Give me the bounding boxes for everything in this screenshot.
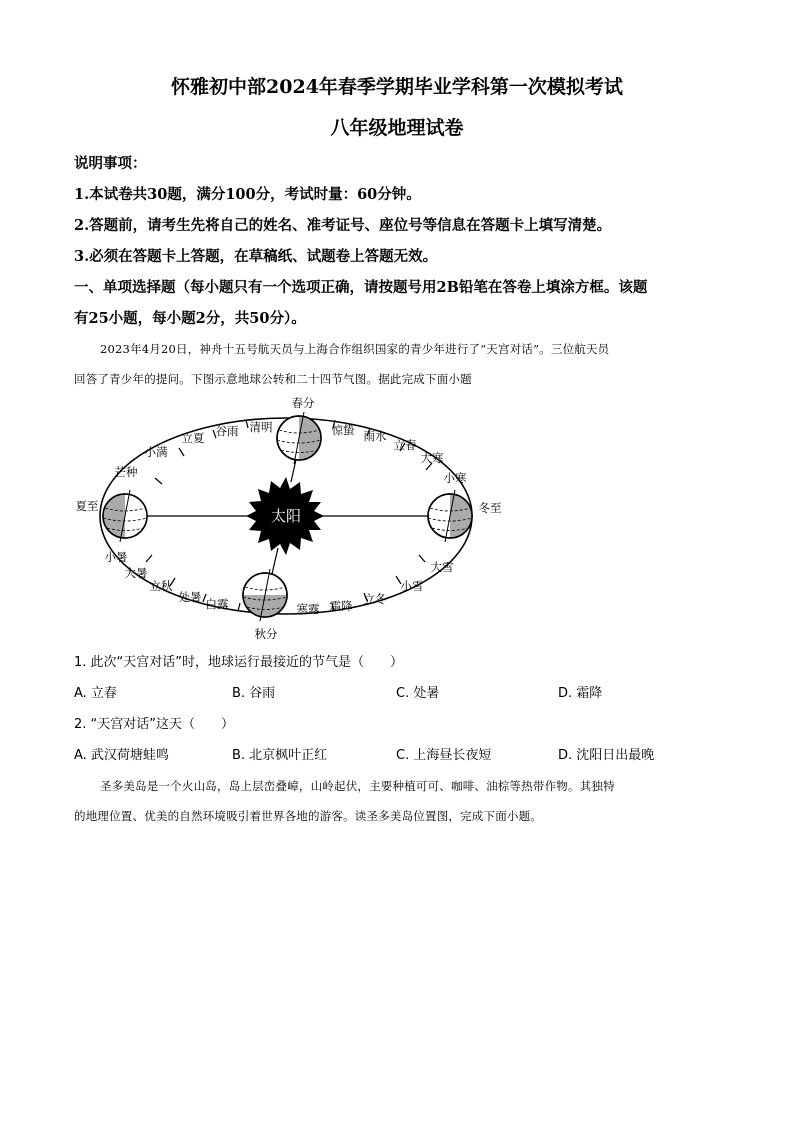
term-xiaoman: 小满 [144, 445, 168, 459]
term-dashu: 大暑 [124, 566, 148, 580]
term-mangzhong: 芒种 [114, 465, 138, 479]
instruction-item-3: 3.必须在答题卡上答题，在草稿纸、试题卷上答题无效。 [74, 248, 438, 265]
term-qiufen: 秋分 [254, 627, 278, 641]
passage1-line2: 回答了青少年的提问。下图示意地球公转和二十四节气图。据此完成下面小题 [74, 372, 472, 386]
passage2-line1: 圣多美岛是一个火山岛，岛上层峦叠嶂，山岭起伏，主要种植可可、咖啡、油棕等热带作物。其独特 [100, 779, 615, 793]
section-heading-line1: 一、单项选择题（每小题只有一个选项正确，请按题号用2B铅笔在答卷上填涂方框。该题 [74, 279, 648, 296]
instructions-heading: 说明事项： [74, 155, 147, 172]
passage2-line2: 的地理位置、优美的自然环境吸引着世界各地的游客。读圣多美岛位置图，完成下面小题。 [74, 809, 542, 823]
term-qingming: 清明 [249, 420, 273, 434]
exam-title: 怀雅初中部2024年春季学期毕业学科第一次模拟考试 [171, 76, 623, 98]
sun-icon [246, 477, 324, 555]
term-guyu: 谷雨 [215, 424, 239, 438]
earth-icon-xiazhi [103, 490, 147, 542]
term-xiaoshu: 小暑 [104, 550, 128, 564]
term-liqiu: 立秋 [149, 579, 173, 593]
question-1-option-b[interactable]: B. 谷雨 [232, 686, 276, 701]
instruction-item-2: 2.答题前，请考生先将自己的姓名、准考证号、座位号等信息在答题卡上填写清楚。 [74, 217, 612, 234]
earth-orbit-diagram [60, 390, 520, 645]
term-hanlu: 寒露 [296, 602, 320, 616]
term-jingzhe: 惊蛰 [331, 423, 355, 437]
term-dahan: 大寒 [420, 451, 444, 465]
term-xiazhi: 夏至 [75, 499, 99, 513]
term-lidong: 立冬 [363, 592, 387, 606]
question-2-option-a[interactable]: A. 武汉荷塘蛙鸣 [74, 748, 169, 763]
passage1-line1: 2023年4月20日，神舟十五号航天员与上海合作组织国家的青少年进行了“天宫对话”。三位航天员 [100, 342, 610, 356]
instruction-item-1: 1.本试卷共30题，满分100分，考试时量：60分钟。 [74, 186, 421, 203]
term-dongzhi: 冬至 [478, 501, 502, 515]
term-bailu: 白露 [205, 597, 229, 611]
question-2-option-c[interactable]: C. 上海昼长夜短 [396, 748, 492, 763]
section-heading-line2: 有25小题，每小题2分，共50分）。 [74, 310, 306, 327]
earth-icon-dongzhi [428, 490, 472, 542]
exam-subtitle: 八年级地理试卷 [330, 117, 464, 139]
question-1-stem: 1. 此次“天宫对话”时，地球运行最接近的节气是（ ） [74, 655, 404, 670]
term-lixia: 立夏 [181, 431, 205, 445]
question-2-option-d[interactable]: D. 沈阳日出最晚 [558, 748, 655, 763]
term-chushu: 处暑 [178, 590, 202, 604]
question-2-stem: 2. “天宫对话”这天（ ） [74, 717, 235, 732]
question-1-option-a[interactable]: A. 立春 [74, 686, 117, 701]
sun-label: 太阳 [270, 507, 302, 525]
term-daxue: 大雪 [430, 560, 454, 574]
term-yushui: 雨水 [363, 429, 387, 443]
question-1-option-c[interactable]: C. 处暑 [396, 686, 440, 701]
question-2-option-b[interactable]: B. 北京枫叶正红 [232, 748, 328, 763]
term-lichun: 立春 [393, 438, 417, 452]
term-chunfen: 春分 [291, 396, 315, 410]
term-shuangjiang: 霜降 [329, 599, 353, 613]
term-xiaoxue: 小雪 [400, 579, 424, 593]
term-xiaohan: 小寒 [443, 471, 467, 485]
question-1-option-d[interactable]: D. 霜降 [558, 686, 603, 701]
